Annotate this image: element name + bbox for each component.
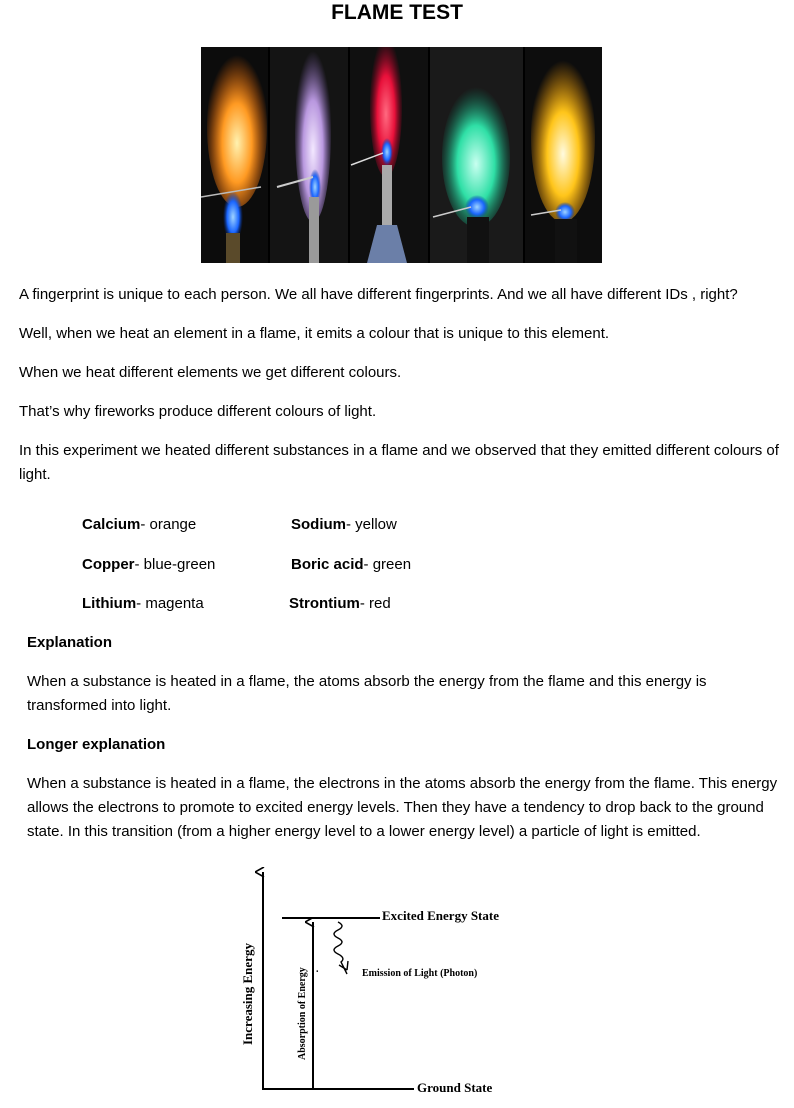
element-colour: - green bbox=[363, 556, 412, 573]
element-copper bbox=[82, 555, 215, 575]
element-colour: - orange bbox=[140, 516, 197, 533]
longer-explanation-heading: Longer explanation bbox=[27, 736, 166, 753]
emission-label: Emission of Light (Photon) bbox=[362, 968, 478, 979]
element-name: Calcium bbox=[82, 516, 141, 533]
element-name: Strontium bbox=[289, 595, 360, 612]
element-calcium bbox=[82, 515, 196, 535]
element-name: Sodium bbox=[291, 516, 346, 533]
intro-paragraph-2: Well, when we heat an element in a flame, it emits a colour that is unique to this element. bbox=[19, 325, 610, 342]
ground-state-label: Ground State bbox=[417, 1080, 493, 1095]
element-strontium bbox=[289, 594, 391, 614]
intro-paragraph-5: In this experiment we heated different substances in a flame and we observed that they emitted different colours of light. bbox=[19, 442, 779, 483]
explanation-heading: Explanation bbox=[27, 634, 113, 651]
intro-paragraph-1: A fingerprint is unique to each person. We all have different fingerprints. And we all have different IDs , right? bbox=[19, 286, 738, 303]
increasing-energy-label: Increasing Energy bbox=[240, 943, 255, 1045]
element-sodium bbox=[291, 515, 397, 535]
absorption-label: Absorption of Energy bbox=[297, 967, 308, 1060]
diagram-dot: . bbox=[316, 964, 319, 975]
element-colour: - red bbox=[359, 595, 391, 612]
longer-explanation-text: When a substance is heated in a flame, the electrons in the atoms absorb the energy from the flame. This energy allows the electrons to promote to excited energy levels. Then they have a tendency to drop back to the ground state. In this transition (from a higher energy level to a lower energy level) a particle of light is emitted. bbox=[27, 775, 778, 840]
intro-paragraph-4: That’s why fireworks produce different colours of light. bbox=[19, 403, 377, 420]
energy-level-diagram bbox=[230, 862, 550, 1102]
element-colour: - magenta bbox=[136, 595, 204, 612]
element-name: Lithium bbox=[82, 595, 137, 612]
excited-state-label: Excited Energy State bbox=[382, 908, 499, 923]
explanation-text: When a substance is heated in a flame, the atoms absorb the energy from the flame and this energy is transformed into light. bbox=[27, 673, 707, 714]
element-name: Boric acid bbox=[291, 556, 364, 573]
element-boric-acid bbox=[291, 555, 411, 575]
flame-test-photo bbox=[201, 47, 602, 263]
element-colour: - yellow bbox=[346, 516, 397, 533]
element-colour: - blue-green bbox=[134, 556, 216, 573]
element-name: Copper bbox=[82, 556, 135, 573]
intro-paragraph-3: When we heat different elements we get different colours. bbox=[19, 364, 402, 381]
page-title: FLAME TEST bbox=[331, 1, 463, 24]
element-lithium bbox=[82, 594, 204, 614]
